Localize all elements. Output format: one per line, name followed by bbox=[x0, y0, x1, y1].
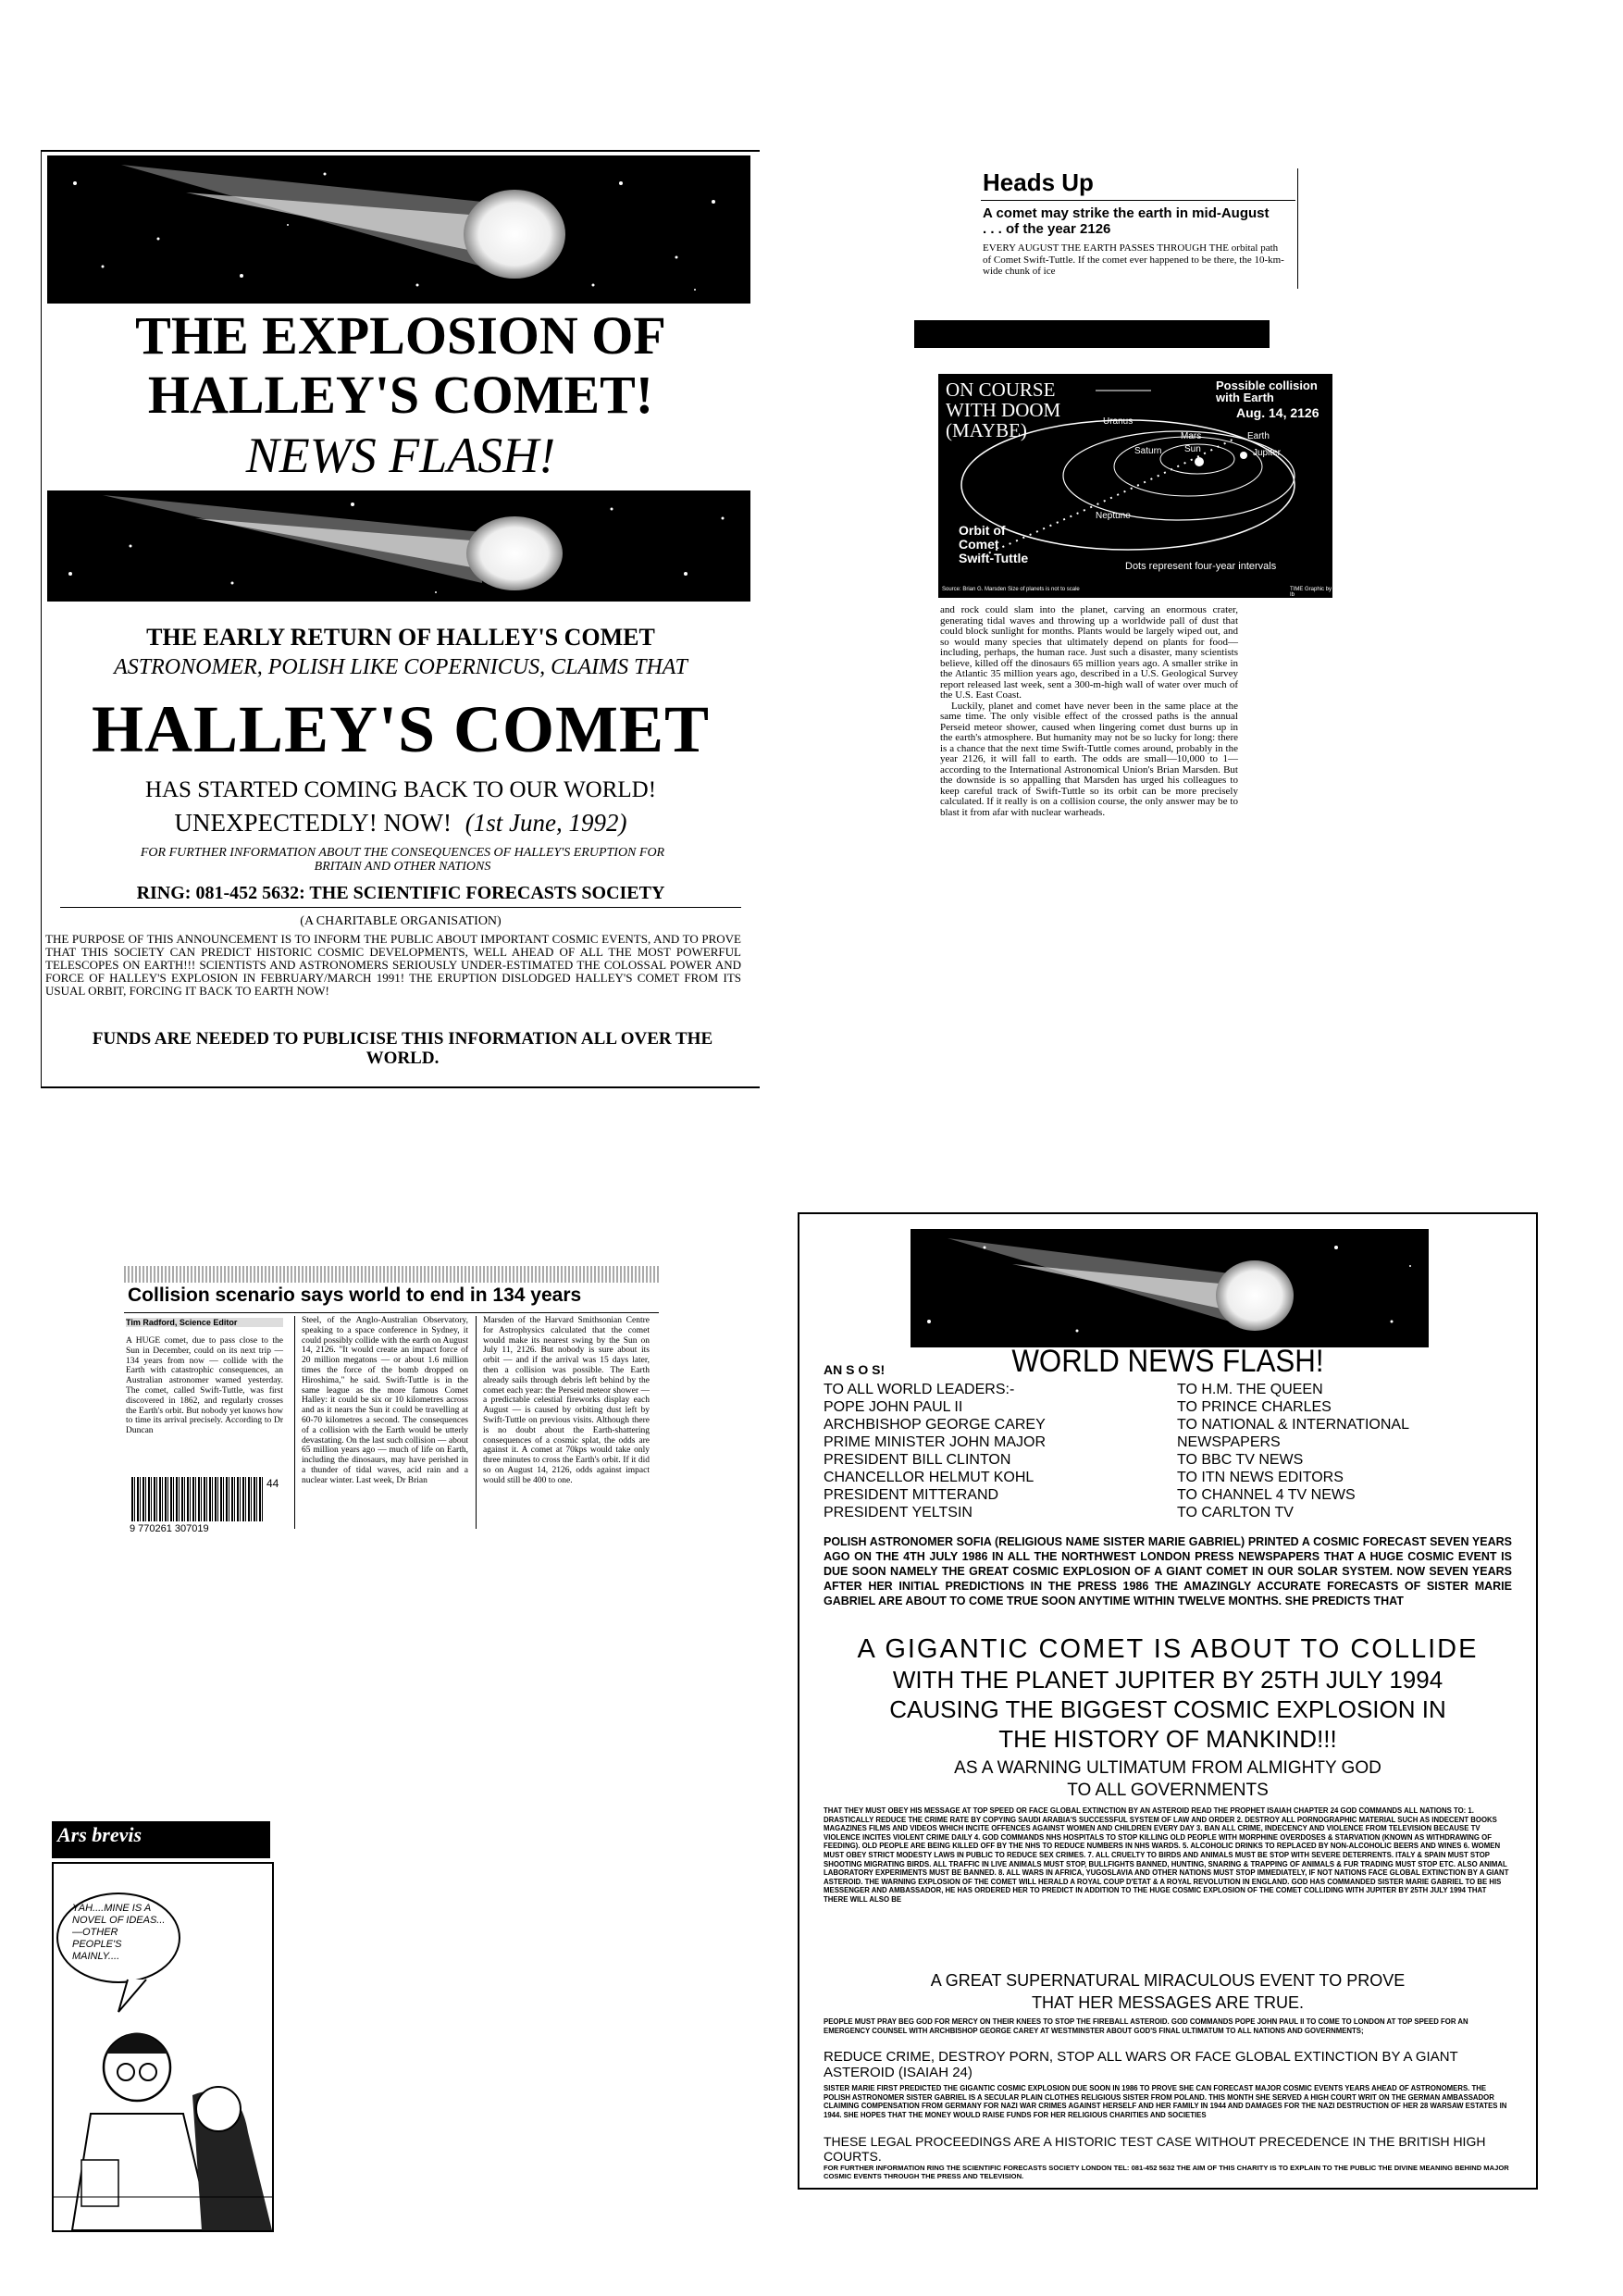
recipient: TO H.M. THE QUEEN bbox=[1177, 1382, 1323, 1397]
recipient: TO ALL WORLD LEADERS:- bbox=[824, 1382, 1015, 1397]
collision-col-3: Marsden of the Harvard Smithsonian Centre for Astrophysics calculated that the comet would make its nearest swing by the Sun on July 11, 2126. But nobody is sure about its orbit — and if the arrival was 15 days later, then a collision was possible. The Earth already sails through debris left behind by the comet each year: the Perseid meteor shower — a predictable celestial fireworks display each August — is caused by orbiting dust left by Swift-Tuttle on previous visits. Although there is no doubt about the Earth-shattering consequences of a cosmic splat, the odds are against it. A comet at 70kps would take only three minutes to cross the Earth's orbit. If it did so on August 14, 2126, odds against impact would still be 400 to one. bbox=[483, 1316, 650, 1485]
big-halley-name: HALLEY'S COMET bbox=[91, 692, 711, 766]
label-dots: Dots represent four-year intervals bbox=[1125, 561, 1277, 572]
headsup-body-1: and rock could slam into the planet, carving an enormous crater, generating tidal waves and throwing up a worldwide pall of dust that could block sunlight for months. Plants would be largely wiped out, and so would many species that ultimately depend on plants for food—including, perhaps, the human race. Just such a disaster, many scientists believe, killed off the dinosaurs 65 million years ago. A smaller strike in the Atlantic 35 million years ago, described in a U.S. Geological Survey report released last week, sent a 300-m-high wall of water over much of the U.S. East Coast. bbox=[940, 604, 1238, 701]
recipient: ARCHBISHOP GEORGE CAREY bbox=[824, 1417, 1046, 1433]
recipient: TO CHANNEL 4 TV NEWS bbox=[1177, 1487, 1356, 1503]
coming-back: HAS STARTED COMING BACK TO OUR WORLD! bbox=[144, 777, 657, 802]
comet-illustration-bottom bbox=[47, 490, 750, 602]
date: (1st June, 1992) bbox=[465, 809, 627, 837]
reduce-crime: REDUCE CRIME, DESTROY PORN, STOP ALL WARS OR FACE GLOBAL EXTINCTION BY A GIANT ASTEROID (ISAIAH 24) bbox=[824, 2049, 1458, 2080]
sos: AN S O S! bbox=[824, 1362, 886, 1377]
commands-text: THAT THEY MUST OBEY HIS MESSAGE AT TOP SPEED OR FACE GLOBAL EXTINCTION BY AN ASTEROID READ THE PROPHET ISAIAH CHAPTER 24 GOD COMMANDS ALL NATIONS TO: 1. DRASTICALLY REDUCE THE CRIME RATE BY COPYING SAUDI ARABIA'S SUCCESSFUL SYSTEM OF LAW AND ORDER 2. DESTROY ALL PORNOGRAPHIC MATERIAL SUCH AS INDECENT BOOKS MAGAZINES FILMS AND VIDEOS WHICH INCITE OFFENCES AGAINST WOMEN AND CHILDREN EVERY DAY 3. BAN ALL CRIME, INDECENCY AND VIOLENCE FROM TELEVISION BECAUSE TV VIOLENCE INCITES VIOLENT CRIME DAILY 4. GOD COMMANDS NHS HOSPITALS TO STOP KILLING OLD PEOPLE WITH MORPHINE OVERDOSES & STARVATION (KNOWN AS WITHDRAWING OF FEEDING). OLD PEOPLE ARE BEING KILLED OFF BY THE NHS TO REDUCE NUMBERS IN NHS WARDS. 5. ALCOHOLIC DRINKS TO REPLACED BY NON-ALCOHOLIC BEERS AND WINES 6. WOMEN MUST OBEY STRICT MODESTY LAWS IN PUBLIC TO REDUCE SEX CRIMES. 7. ALL CRUELTY TO BIRDS AND ANIMALS MUST BE STOP WITH SEVERE DETERRENTS. ITALY & SPAIN MUST STOP SHOOTING MIGRATING BIRDS. ALL TRAFFIC IN LIVE ANIMALS MUST STOP, BULLFIGHTS BANNED, HUNTING, SNARING & TRAPPING OF ANIMALS & FUR TRADING MUST STOP ETC. ALSO ANIMAL LABORATORY EXPERIMENTS MUST BE BANNED. 8. ALL WARS IN AFRICA, YUGOSLAVIA AND OTHER NATIONS MUST STOP IMMEDIATELY, IF NOT NATIONS FACE GLOBAL EXTINCTION BY A GIANT ASTEROID. THE WARNING EXPLOSION OF THE COMET WILL HERALD A ROYAL COUP D'ETAT & A ROYAL REVOLUTION IN ENGLAND. GOD HAS COMMANDED SISTER MARIE GABRIEL TO BE HIS MESSENGER AND AMBASSADOR, HE HAS ORDERED HER TO PREDICT IN ADDITION TO THE HUGE COSMIC EXPLOSION OF THE COMET COLLIDING WITH JUPITER BY 25TH JULY 1994 THAT THERE WILL ALSO BE bbox=[824, 1806, 1509, 1904]
big-line-1: A GIGANTIC COMET IS ABOUT TO COLLIDE bbox=[857, 1634, 1479, 1664]
headsup-body-2: Luckily, planet and comet have never been in the same place at the same time. The only visible effect of the crossed paths is the annual Perseid meteor shower, caused when lingering comet dust burns up in the earth's atmosphere. But humanity may not be so lucky for long: there is a chance that the next time Swift-Tuttle comes around, probably in the year 2126, it will fall to earth. The odds are small—10,000 to 1—according to the International Astronomical Union's Brian Marsden. But the downside is so appalling that Marsden has urged his colleagues to keep careful track of Swift-Tuttle so its orbit can be more precisely calculated. If it really is on a collision course, the only answer may be to blast it from afar with nuclear warheads. bbox=[940, 700, 1238, 818]
worldnews-clipping bbox=[798, 1212, 1538, 2190]
collision-col-2: Steel, of the Anglo-Australian Observatory, speaking to a space conference in Sydney, it could possibly collide with the earth on August 14, 2126. "It would create an impact force of 20 million megatons — or about 1.6 million times the force of the bomb dropped on Hiroshima," he said. Swift-Tuttle is in the same league as the more famous Comet Halley: it could be six or 10 kilometres across and as it nears the Sun it could be travelling at 60-70 kilometres a second. The consequences of a collision with the Earth would be utterly devastating. On the last such collision — about 65 million years ago — much of life on Earth, including the dinosaurs, may have perished in a thunder of tidal waves, acid rain and a nuclear winter. Last week, Dr Brian bbox=[302, 1316, 468, 1485]
label-date: Aug. 14, 2126 bbox=[1236, 405, 1319, 420]
recipient: PRIME MINISTER JOHN MAJOR bbox=[824, 1434, 1047, 1450]
warning-2: TO ALL GOVERNMENTS bbox=[1067, 1781, 1269, 1800]
halley-clipping bbox=[41, 150, 760, 1088]
label-orbit: Orbit of Comet Swift-Tuttle bbox=[959, 523, 1029, 565]
label-sun: Sun bbox=[1184, 444, 1201, 454]
barcode bbox=[131, 1477, 265, 1521]
graphic-credit: TIME Graphic by Ib bbox=[1290, 587, 1332, 598]
recipient: PRESIDENT YELTSIN bbox=[824, 1505, 973, 1520]
cartoon-panel bbox=[52, 1862, 274, 2232]
big-line-2: WITH THE PLANET JUPITER BY 25TH JULY 1994 bbox=[892, 1666, 1443, 1694]
warning-1: AS A WARNING ULTIMATUM FROM ALMIGHTY GOD bbox=[954, 1758, 1381, 1778]
unexpectedly: UNEXPECTEDLY! NOW! bbox=[174, 809, 452, 837]
label-collision: Possible collision with Earth bbox=[1216, 379, 1318, 404]
right-recipients bbox=[1177, 1381, 1510, 1521]
label-mars: Mars bbox=[1181, 431, 1202, 441]
cartoon-clipping bbox=[46, 1814, 278, 2234]
issue-number: 44 bbox=[266, 1477, 279, 1490]
recipient: TO PRINCE CHARLES bbox=[1177, 1399, 1332, 1415]
collision-byline: Tim Radford, Science Editor bbox=[126, 1318, 283, 1327]
recipient: TO CARLTON TV bbox=[1177, 1505, 1294, 1520]
charitable: (A CHARITABLE ORGANISATION) bbox=[300, 914, 502, 928]
label-earth: Earth bbox=[1247, 431, 1270, 441]
big-line-3: CAUSING THE BIGGEST COSMIC EXPLOSION IN bbox=[889, 1695, 1446, 1723]
barcode-number: 9 770261 307019 bbox=[130, 1523, 209, 1534]
doom-graphic-title: ON COURSE WITH DOOM (MAYBE) bbox=[946, 379, 1061, 441]
collision-col-1: A HUGE comet, due to pass close to the Sun in December, could on its next trip — 134 years from now — collide with the Earth with catastrophic consequences, an Australian astronomer warned yesterday. The comet, called Swift-Tuttle, was first discovered in 1862, and regularly crosses the Earth's orbit. But nobody yet knows how to time its arrival precisely. According to Dr Duncan bbox=[126, 1336, 283, 1436]
collision-clipping bbox=[124, 1266, 659, 1534]
headsup-subtitle: A comet may strike the earth in mid-August . . . of the year 2126 bbox=[983, 205, 1270, 237]
comet-illustration-top bbox=[47, 155, 750, 304]
purpose: THE PURPOSE OF THIS ANNOUNCEMENT IS TO INFORM THE PUBLIC ABOUT IMPORTANT COSMIC EVENTS, AND TO PROVE THAT THIS SOCIETY CAN PREDICT HISTORIC COSMIC DEVELOPMENTS, WELL AHEAD OF ALL THE MOST POWERFUL TELESCOPES ON EARTH!!! SCIENTISTS AND ASTRONOMERS SERIOUSLY UNDER-ESTIMATED THE COLOSSAL POWER AND FORCE OF HALLEY'S EXPLOSION IN FEBRUARY/MARCH 1991! THE ERUPTION DISLODGED HALLEY'S COMET FROM ITS USUAL ORBIT, FORCING IT BACK TO EARTH NOW! bbox=[45, 932, 741, 998]
sister-marie-text: SISTER MARIE FIRST PREDICTED THE GIGANTIC COSMIC EXPLOSION DUE SOON IN 1986 TO PROVE SHE CAN FORECAST MAJOR COSMIC EVENTS YEARS AHEAD OF ASTRONOMERS. THE POLISH ASTRONOMER SISTER GABRIEL IS A SECULAR PLAIN CLOTHES RELIGIOUS SISTER FROM POLAND. THIS MONTH SHE SERVED A HIGH COURT WRIT ON THE GERMAN AMBASSADOR CLAIMING COMPENSATION FROM GERMANY FOR NAZI WAR CRIMES AGAINST HERSELF AND HER FAMILY IN 1944 AND DAMAGES FOR THE NAZI DESTRUCTION OF HER 28 WARSAW ESTATES IN 1944. SHE HOPES THAT THE MONEY WOULD RAISE FUNDS FOR HER RELIGIOUS CHARITIES AND SOCIETIES bbox=[824, 2084, 1507, 2119]
news-flash: NEWS FLASH! bbox=[245, 428, 556, 483]
collision-headline: Collision scenario says world to end in 134 years bbox=[128, 1285, 582, 1306]
big-line-6: THAT HER MESSAGES ARE TRUE. bbox=[1031, 1993, 1305, 2012]
doom-graphic bbox=[938, 374, 1332, 598]
recipient: CHANCELLOR HELMUT KOHL bbox=[824, 1470, 1035, 1485]
funds-needed: FUNDS ARE NEEDED TO PUBLICISE THIS INFORMATION ALL OVER THE WORLD. bbox=[92, 1029, 713, 1068]
early-return: THE EARLY RETURN OF HALLEY'S COMET bbox=[146, 624, 655, 651]
comet-bar-strip bbox=[914, 320, 1270, 348]
further-info: FOR FURTHER INFORMATION ABOUT THE CONSEQUENCES OF HALLEY'S ERUPTION FOR BRITAIN AND OTHER NATIONS bbox=[140, 846, 665, 874]
headsup-intro: EVERY AUGUST THE EARTH PASSES THROUGH THE orbital path of Comet Swift-Tuttle. If the comet ever happened to be there, the 10-km-wide chunk of ice bbox=[983, 242, 1284, 277]
label-saturn: Saturn bbox=[1134, 446, 1162, 456]
recipient: PRESIDENT MITTERAND bbox=[824, 1487, 999, 1503]
further-info-world: FOR FURTHER INFORMATION RING THE SCIENTIFIC FORECASTS SOCIETY LONDON TEL: 081-452 5632 THE AIM OF THIS CHARITY IS TO EXPLAIN TO THE PUBLIC THE DIVINE MEANING BEHIND MAJOR COSMIC EVENTS THROUGH THE PRESS AND TELEVISION. bbox=[824, 2164, 1509, 2180]
pray-text: PEOPLE MUST PRAY BEG GOD FOR MERCY ON THEIR KNEES TO STOP THE FIREBALL ASTEROID. GOD COMMANDS POPE JOHN PAUL II TO COME TO LONDON AT TOP SPEED FOR AN EMERGENCY COUNSEL WITH ARCHBISHOP GEORGE CAREY AT WESTMINSTER ABOUT GOD'S FINAL ULTIMATUM TO ALL NATIONS AND GOVERNMENTS; bbox=[824, 2017, 1468, 2035]
world-para-1: POLISH ASTRONOMER SOFIA (RELIGIOUS NAME SISTER MARIE GABRIEL) PRINTED A COSMIC FORECAST SEVEN YEARS AGO ON THE 4TH JULY 1986 IN ALL THE NORTHWEST LONDON PRESS NEWSPAPERS THAT A HUGE COSMIC EVENT IS DUE SOON NAMELY THE GREAT COSMIC EXPLOSION OF A GIANT COMET IN OUR SOLAR SYSTEM. NOW SEVEN YEARS AFTER HER INITIAL PREDICTIONS IN THE PRESS 1986 THE AMAZINGLY ACCURATE FORECASTS OF SISTER MARIE GABRIEL ARE ABOUT TO COME TRUE SOON ANYTIME WITHIN TWELVE MONTHS. SHE PREDICTS THAT bbox=[824, 1535, 1512, 1607]
left-recipients bbox=[824, 1381, 1157, 1521]
label-jupiter: Jupiter bbox=[1253, 448, 1282, 458]
unexpectedly-line bbox=[42, 809, 760, 838]
label-neptune: Neptune bbox=[1096, 511, 1131, 521]
ring-line: RING: 081-452 5632: THE SCIENTIFIC FORECASTS SOCIETY bbox=[136, 883, 665, 903]
headsup-title: Heads Up bbox=[983, 168, 1094, 196]
label-uranus: Uranus bbox=[1103, 416, 1134, 427]
recipient: POPE JOHN PAUL II bbox=[824, 1399, 963, 1415]
speech-bubble: YAH....MINE IS A NOVEL OF IDEAS... —OTHER PEOPLE'S MAINLY.... bbox=[72, 1903, 166, 1962]
world-comet-illustration bbox=[911, 1229, 1429, 1347]
recipient: PRESIDENT BILL CLINTON bbox=[824, 1452, 1011, 1468]
big-line-4: THE HISTORY OF MANKIND!!! bbox=[998, 1725, 1337, 1753]
legal-proceedings: THESE LEGAL PROCEEDINGS ARE A HISTORIC TEST CASE WITHOUT PRECEDENCE IN THE BRITISH HIGH COURTS. bbox=[824, 2134, 1486, 2164]
recipient: TO BBC TV NEWS bbox=[1177, 1452, 1304, 1468]
headsup-body bbox=[940, 605, 1238, 818]
cartoon-title: Ars brevis bbox=[57, 1823, 142, 1846]
world-title: WORLD NEWS FLASH! bbox=[1011, 1344, 1324, 1379]
halley-title-1: THE EXPLOSION OF bbox=[135, 305, 666, 366]
astronomer-claim: ASTRONOMER, POLISH LIKE COPERNICUS, CLAIMS THAT bbox=[114, 655, 688, 679]
graphic-source: Source: Brian G. Marsden Size of planets is not to scale bbox=[942, 587, 1080, 592]
halley-title-2: HALLEY'S COMET! bbox=[147, 365, 654, 425]
recipient: TO ITN NEWS EDITORS bbox=[1177, 1470, 1344, 1485]
recipient: TO NATIONAL & INTERNATIONAL NEWSPAPERS bbox=[1177, 1417, 1409, 1450]
big-line-5: A GREAT SUPERNATURAL MIRACULOUS EVENT TO PROVE bbox=[930, 1971, 1406, 1990]
